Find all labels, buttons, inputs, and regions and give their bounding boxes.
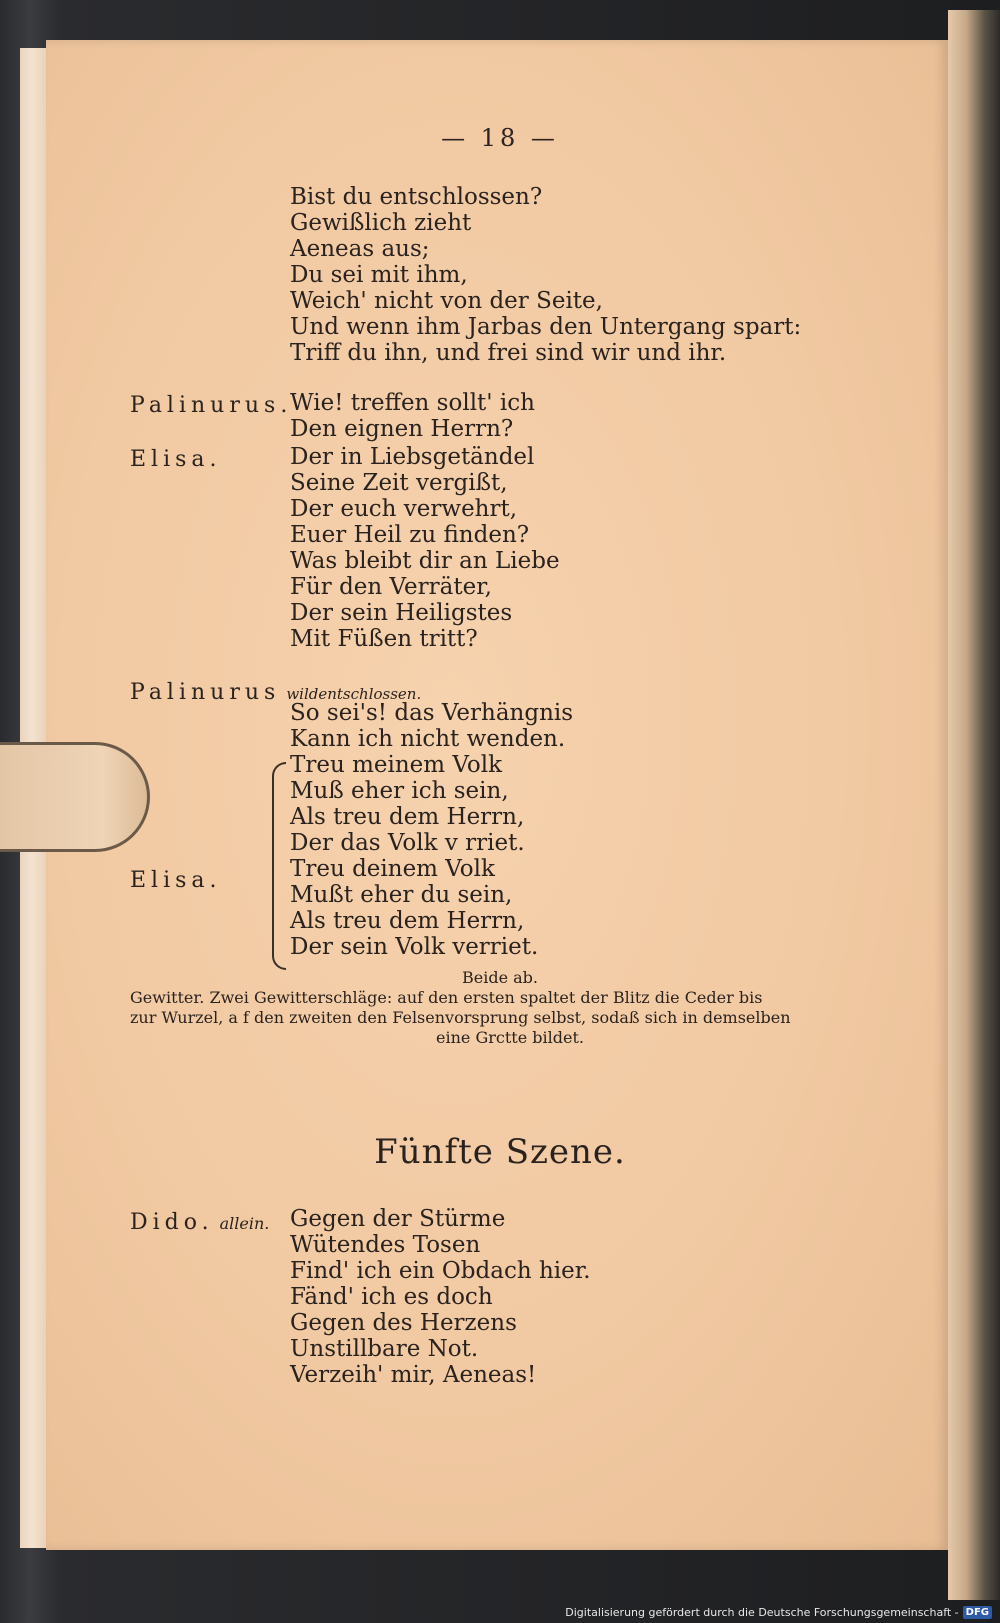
verse-line: Aeneas aus; xyxy=(290,236,430,262)
page-number: — 18 — xyxy=(441,124,559,152)
speaker-palinurus: Palinurus. xyxy=(130,393,293,418)
verse-block-elisa-1 xyxy=(290,444,560,652)
verse-block-palinurus-2 xyxy=(290,700,573,960)
verse-line: Für den Verräter, xyxy=(290,574,492,600)
verse-line: Unstillbare Not. xyxy=(290,1336,479,1362)
verse-line: Wie! treffen sollt' ich xyxy=(290,390,535,416)
duet-brace xyxy=(272,762,286,970)
verse-block-dido xyxy=(290,1206,591,1388)
verse-line: Kann ich nicht wenden. xyxy=(290,726,566,752)
verse-line: Muß eher ich sein, xyxy=(290,778,509,804)
verse-block-palinurus-1 xyxy=(290,390,535,442)
verse-line: Gegen der Stürme xyxy=(290,1206,506,1232)
verse-line: Euer Heil zu finden? xyxy=(290,522,530,548)
verse-line: Der in Liebsgetändel xyxy=(290,444,535,470)
verse-line: Triff du ihn, und frei sind wir und ihr. xyxy=(290,340,727,366)
verse-line: Verzeih' mir, Aeneas! xyxy=(290,1362,537,1388)
verse-line: Gewißlich zieht xyxy=(290,210,472,236)
book-spine xyxy=(948,10,1000,1600)
verse-line: Der euch verwehrt, xyxy=(290,496,518,522)
verse-line: Du sei mit ihm, xyxy=(290,262,468,288)
verse-line: Als treu dem Herrn, xyxy=(290,804,525,830)
stage-direction-inline: wildentschlossen. xyxy=(286,685,422,703)
verse-line: Den eignen Herrn? xyxy=(290,416,514,442)
verse-line: Seine Zeit vergißt, xyxy=(290,470,508,496)
verse-line: Gegen des Herzens xyxy=(290,1310,517,1336)
verse-line: Find' ich ein Obdach hier. xyxy=(290,1258,591,1284)
verse-line: Und wenn ihm Jarbas den Untergang spart: xyxy=(290,314,802,340)
verse-line: Wütendes Tosen xyxy=(290,1232,481,1258)
speaker-dido xyxy=(130,1210,269,1235)
verse-line: Fänd' ich es doch xyxy=(290,1284,493,1310)
verse-line: Bist du entschlossen? xyxy=(290,184,543,210)
verse-block-intro xyxy=(290,184,801,366)
verse-line: Der das Volk v rriet. xyxy=(290,830,525,856)
bookmark-tab xyxy=(0,742,150,852)
digitization-credit xyxy=(565,1603,992,1621)
scene-title: Fünfte Szene. xyxy=(374,1132,626,1172)
verse-line: Der sein Volk verriet. xyxy=(290,934,539,960)
dfg-logo-icon: DFG xyxy=(963,1606,992,1619)
stage-direction-storm xyxy=(130,988,890,1048)
verse-line: Mit Füßen tritt? xyxy=(290,626,478,652)
speaker-elisa: Elisa. xyxy=(130,447,222,472)
verse-line: Treu meinem Volk xyxy=(290,752,503,778)
verse-line: Mußt eher du sein, xyxy=(290,882,513,908)
stage-direction-inline: allein. xyxy=(219,1214,270,1233)
stage-direction-exit: Beide ab. xyxy=(461,968,538,987)
speaker-name: Dido. xyxy=(130,1210,214,1235)
speaker-name: Palinurus xyxy=(130,680,281,705)
stage-direction-line: eine Grctte bildet. xyxy=(436,1028,584,1047)
stage-direction-line: zur Wurzel, a f den zweiten den Felsenvorsprung selbst, sodaß sich in demselben xyxy=(130,1008,791,1027)
verse-line: So sei's! das Verhängnis xyxy=(290,700,574,726)
verse-line: Als treu dem Herrn, xyxy=(290,908,525,934)
speaker-elisa-2: Elisa. xyxy=(130,868,222,893)
verse-line: Treu deinem Volk xyxy=(290,856,495,882)
verse-line: Der sein Heiligstes xyxy=(290,600,513,626)
verse-line: Weich' nicht von der Seite, xyxy=(290,288,603,314)
stage-direction-line: Gewitter. Zwei Gewitterschläge: auf den ersten spaltet der Blitz die Ceder bis xyxy=(130,988,763,1007)
verse-line: Was bleibt dir an Liebe xyxy=(290,548,560,574)
credit-text: Digitalisierung gefördert durch die Deutsche Forschungsgemeinschaft - xyxy=(565,1605,959,1619)
